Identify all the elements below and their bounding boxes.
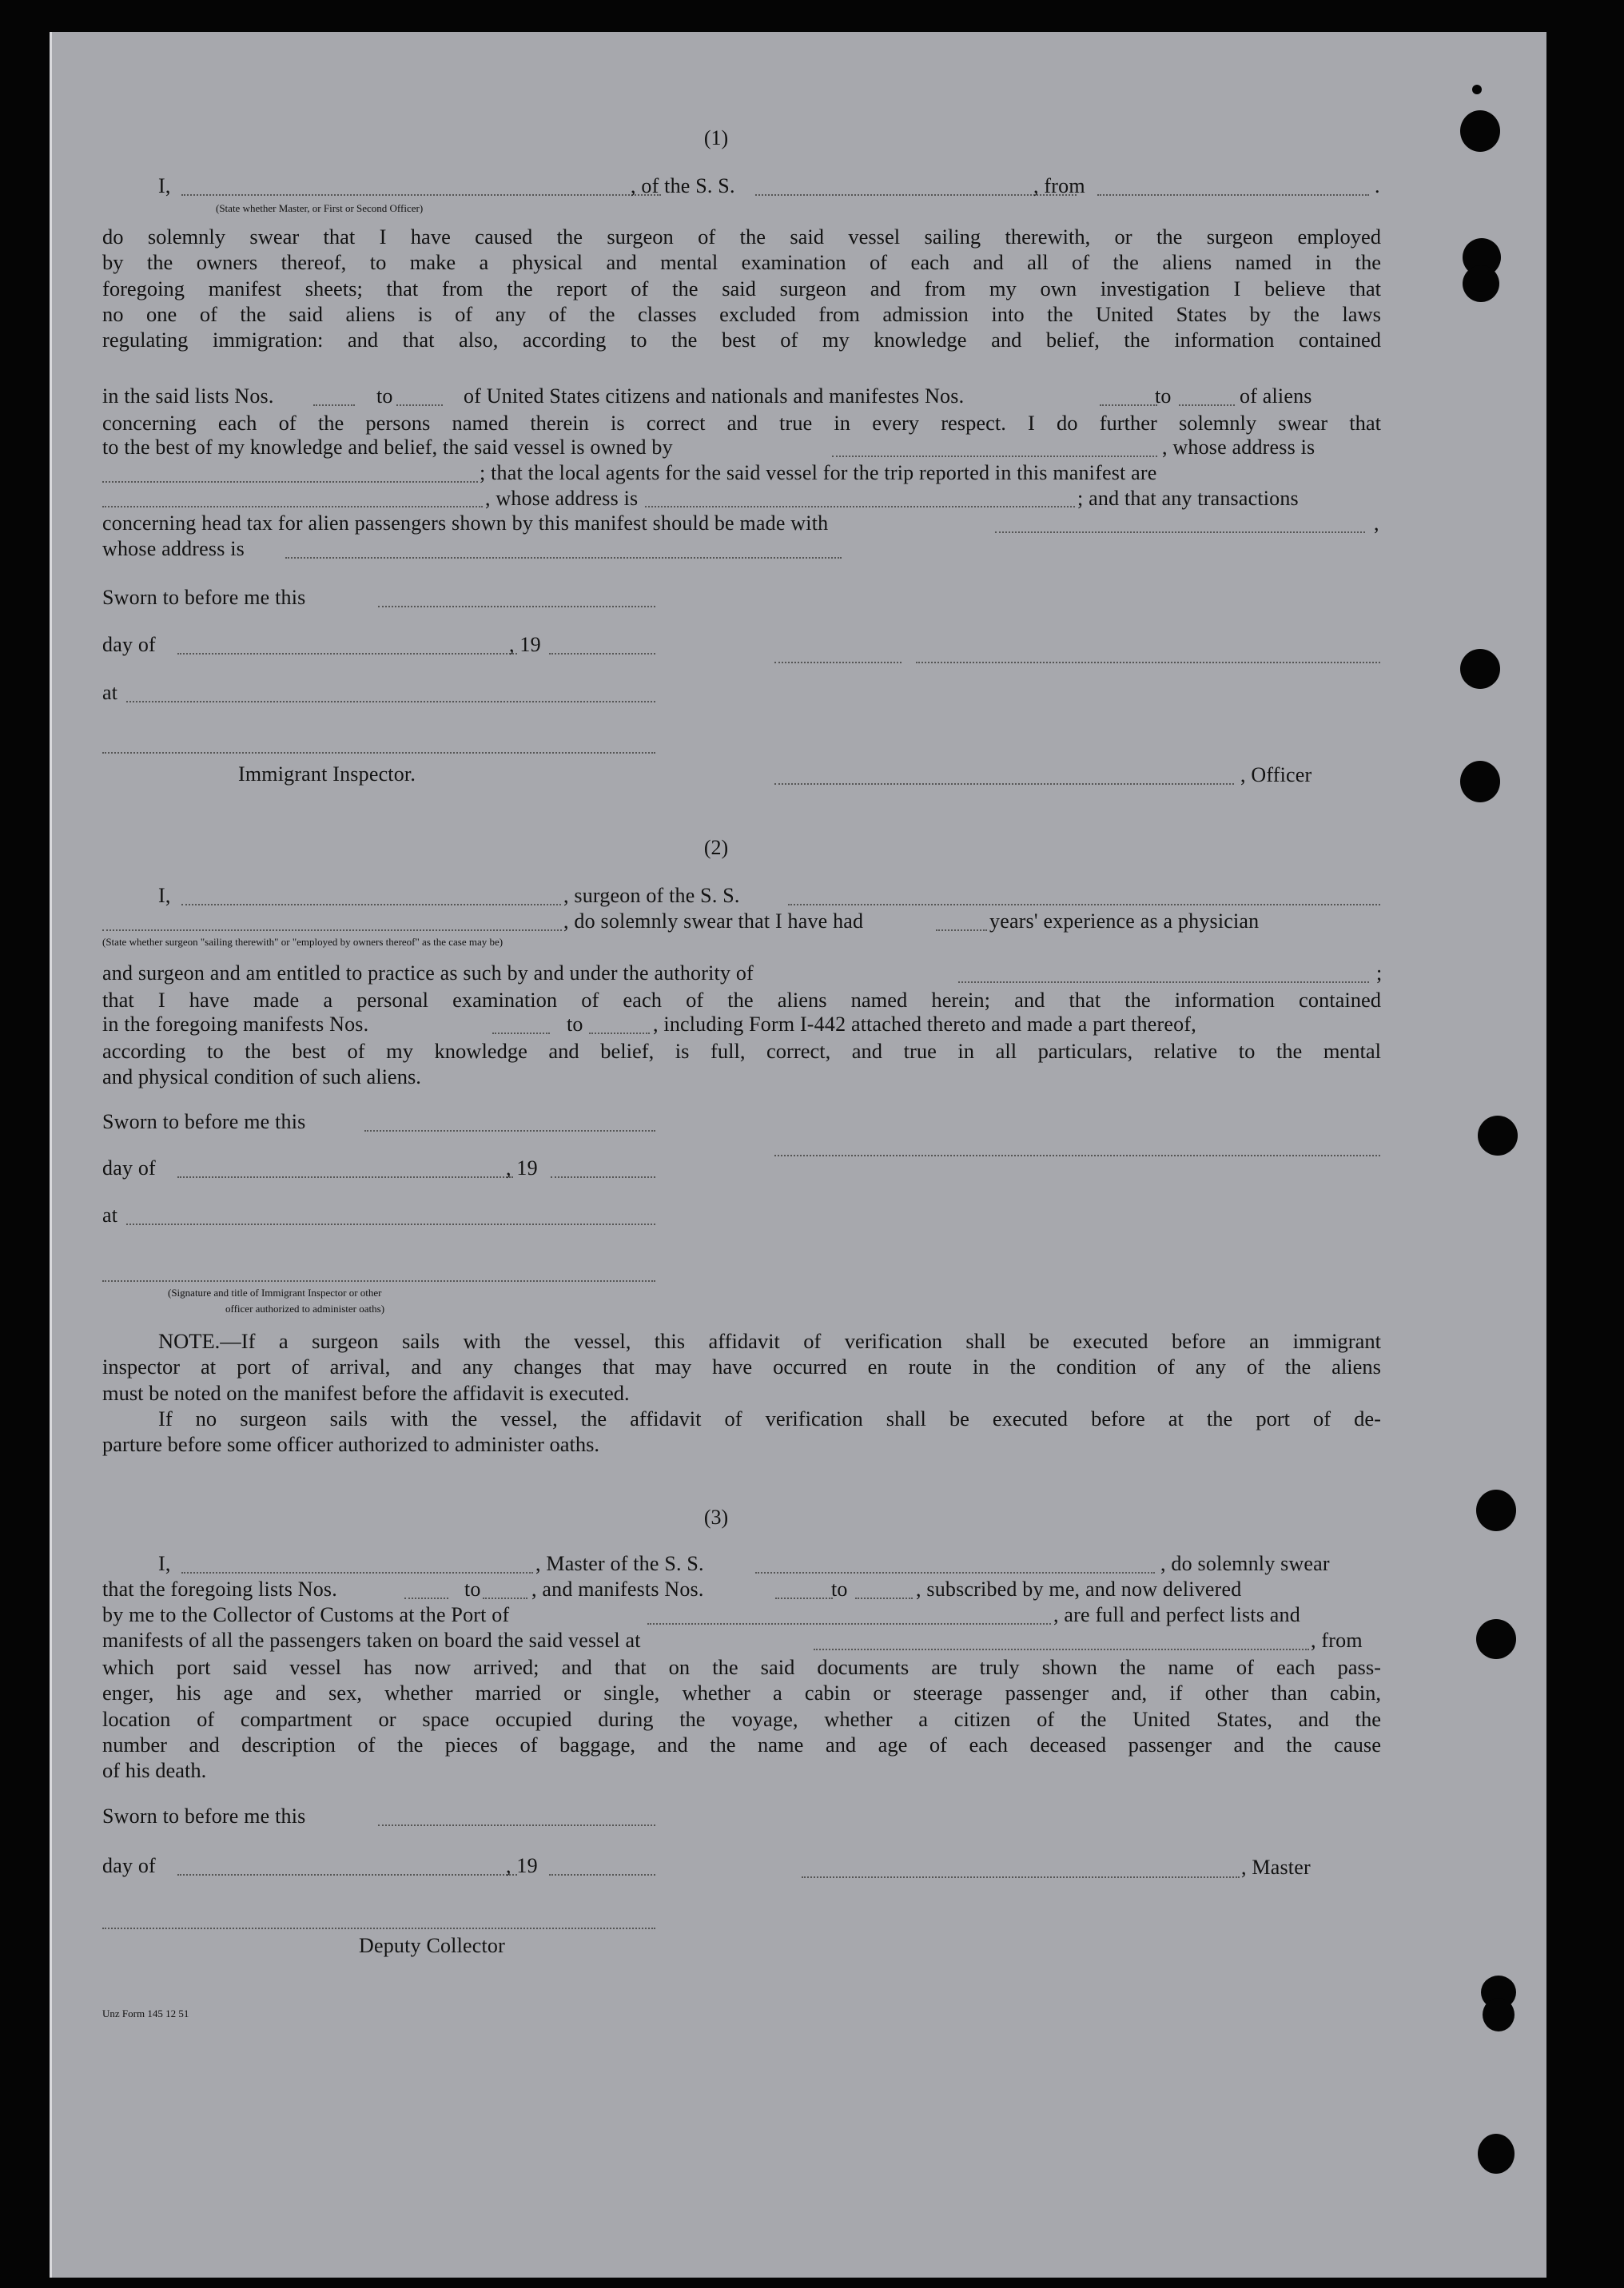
punch-hole <box>1463 265 1499 302</box>
s1-lists-citizens: of United States citizens and nationals and manifestes Nos. <box>464 384 965 408</box>
s1-head-tax-field[interactable] <box>995 531 1365 533</box>
s1-officer-title-field[interactable] <box>774 783 1234 785</box>
document-page <box>50 32 1546 2278</box>
s3-manifests-label: , and manifests Nos. <box>531 1578 704 1601</box>
s1-transactions-label: ; and that any transactions <box>1077 487 1299 510</box>
s3-year-field[interactable] <box>549 1874 655 1876</box>
s1-lists-to-field[interactable] <box>396 404 443 406</box>
s2-inspector-signature-field[interactable] <box>102 1280 655 1282</box>
s2-sworn-label: Sworn to before me this <box>102 1110 306 1133</box>
s3-sworn-field[interactable] <box>378 1824 655 1826</box>
s2-manifests-from-field[interactable] <box>492 1033 550 1034</box>
s2-authority-label: and surgeon and am entitled to practice as such by and under the authority of <box>102 961 754 985</box>
s1-day-field[interactable] <box>177 653 517 655</box>
s2-authority-field[interactable] <box>958 981 1369 983</box>
s3-full-lists-label: , are full and perfect lists and <box>1053 1603 1300 1626</box>
note-line-3: must be noted on the manifest before the affidavit is executed. <box>102 1380 630 1405</box>
punch-hole <box>1483 1998 1515 2031</box>
s2-year-field[interactable] <box>551 1176 655 1178</box>
punch-hole <box>1476 1619 1516 1659</box>
s3-master-label: , Master <box>1241 1856 1311 1879</box>
s3-port-field[interactable] <box>647 1623 1051 1625</box>
s1-lists-from-field[interactable] <box>313 404 355 406</box>
s2-day-of-label: day of <box>102 1156 156 1180</box>
s1-period: . <box>1375 174 1380 197</box>
s1-inspector-signature-field[interactable] <box>102 752 655 754</box>
s3-swear-label: , do solemnly swear <box>1160 1552 1330 1575</box>
s2-form-label: , including Form I-442 attached thereto and made a part thereof, <box>653 1013 1196 1036</box>
s1-owner-field[interactable] <box>832 456 1157 457</box>
s1-inspector-label: Immigrant Inspector. <box>238 762 416 786</box>
s1-instruction: (State whether Master, or First or Second Officer) <box>216 202 424 214</box>
s2-manifests-to: to <box>567 1013 583 1036</box>
s3-subscribed-label: , subscribed by me, and now delivered <box>916 1578 1242 1601</box>
s1-lists-label: in the said lists Nos. <box>102 384 274 408</box>
s1-of-aliens: of aliens <box>1240 384 1312 408</box>
s1-owner-address-field[interactable] <box>102 481 478 483</box>
s1-owned-label: to the best of my knowledge and belief, the said vessel is owned by <box>102 436 673 459</box>
s3-deputy-signature-field[interactable] <box>102 1928 655 1929</box>
s1-manifests-to-field[interactable] <box>1179 404 1235 406</box>
s2-vessel-field[interactable] <box>788 904 1380 905</box>
s1-agents-label: ; that the local agents for the said vessel for the trip reported in this manifest are <box>480 461 1157 484</box>
s1-agents-field[interactable] <box>102 506 483 507</box>
ink-mark <box>1472 85 1482 94</box>
s1-line-2: by the owners thereof, to make a physical and mental examination of each and all of the aliens named in the <box>102 250 1381 275</box>
s2-manifests-to-field[interactable] <box>589 1033 650 1034</box>
s1-whose-address-label: whose address is <box>102 537 245 560</box>
note-line-1: NOTE.—If a surgeon sails with the vessel, this affidavit of verification shall be executed before an immigrant <box>158 1329 1381 1353</box>
section-3-number: (3) <box>703 1506 729 1529</box>
s2-year-label: , 19 <box>506 1156 538 1180</box>
s2-day-field[interactable] <box>177 1176 513 1178</box>
s3-i-label: I, <box>158 1552 171 1575</box>
s1-from-port-field[interactable] <box>1097 194 1369 196</box>
s3-lists-from-field[interactable] <box>404 1598 448 1599</box>
s3-line-2: enger, his age and sex, whether married or single, whether a cabin or steerage passenger and, if other than cabin, <box>102 1681 1381 1705</box>
s3-paragraph <box>102 1654 1381 1783</box>
s2-sig-caption-1: (Signature and title of Immigrant Inspector or other <box>168 1287 382 1299</box>
note-line-4: If no surgeon sails with the vessel, the affidavit of verification shall be executed before at the port of de- <box>158 1406 1381 1430</box>
s3-taken-port-field[interactable] <box>814 1649 1309 1650</box>
s2-swear-label: , do solemnly swear that I have had <box>563 909 864 933</box>
s2-sig-caption-2: officer authorized to administer oaths) <box>225 1303 385 1315</box>
s1-lists-to: to <box>376 384 393 408</box>
section-2-number: (2) <box>703 836 729 859</box>
s1-line-7-wrap <box>102 410 1381 436</box>
s3-manifests-to: to <box>831 1578 848 1601</box>
s1-from-label: , from <box>1033 174 1085 197</box>
s1-manifests-from-field[interactable] <box>1100 404 1157 406</box>
s1-line-7: concerning each of the persons named therein is correct and true in every respect. I do further solemnly swear that <box>102 411 1381 435</box>
s1-i-label: I, <box>158 174 171 197</box>
s1-oath-paragraph <box>102 224 1381 352</box>
s3-manifests-from-field[interactable] <box>775 1598 833 1599</box>
s2-sailing-status-field[interactable] <box>102 929 562 931</box>
s2-surgeon-of-label: , surgeon of the S. S. <box>563 884 740 907</box>
punch-hole <box>1460 649 1500 689</box>
s3-line-5: of his death. <box>102 1758 207 1783</box>
s1-head-tax-address-field[interactable] <box>285 557 842 559</box>
s2-closing-wrap <box>102 1038 1381 1090</box>
s3-taken-label: manifests of all the passengers taken on board the said vessel at <box>102 1629 641 1652</box>
s1-head-tax-label: concerning head tax for alien passengers shown by this manifest should be made with <box>102 511 829 535</box>
punch-hole <box>1476 1490 1516 1531</box>
s3-master-of-label: , Master of the S. S. <box>535 1552 704 1575</box>
punch-hole <box>1478 2134 1515 2174</box>
s1-year-label: , 19 <box>509 633 541 656</box>
s2-years-label: years' experience as a physician <box>989 909 1260 933</box>
s1-sworn-label: Sworn to before me this <box>102 586 306 609</box>
s2-manifests-label: in the foregoing manifests Nos. <box>102 1013 369 1036</box>
s2-line-c: according to the best of my knowledge and belief, is full, correct, and true in all particulars, relative to the mental <box>102 1039 1381 1063</box>
s1-owner-address-label: , whose address is <box>1162 436 1316 459</box>
s1-vessel-name-field[interactable] <box>755 194 1077 196</box>
punch-hole <box>1478 1116 1518 1156</box>
s1-officer-label: , Officer <box>1240 763 1312 786</box>
punch-hole <box>1460 761 1500 802</box>
s3-year-label: , 19 <box>506 1854 538 1877</box>
note-line-2: inspector at port of arrival, and any changes that may have occurred en route in the condition of any of the aliens <box>102 1355 1381 1379</box>
s1-agents-address-field[interactable] <box>645 506 1075 507</box>
s2-surgeon-name-field[interactable] <box>181 904 561 905</box>
s3-line-4: number and description of the pieces of baggage, and the name and age of each deceased passenger and the cause <box>102 1732 1381 1757</box>
s1-manifests-to: to <box>1155 384 1172 408</box>
s3-deputy-label: Deputy Collector <box>359 1934 505 1957</box>
s3-port-label: by me to the Collector of Customs at the Port of <box>102 1603 510 1626</box>
s1-officer-signature-field-a[interactable] <box>774 662 902 663</box>
s1-agents-address-label: , whose address is <box>485 487 639 510</box>
s3-vessel-field[interactable] <box>755 1572 1155 1574</box>
s1-officer-signature-field-b[interactable] <box>916 662 1380 663</box>
s3-day-field[interactable] <box>177 1874 517 1876</box>
s1-sworn-field[interactable] <box>378 606 655 607</box>
s3-manifests-to-field[interactable] <box>855 1598 913 1599</box>
s1-officer-name-field[interactable] <box>181 194 661 196</box>
s1-day-of-label: day of <box>102 633 156 656</box>
s1-line-4: no one of the said aliens is of any of the classes excluded from admission into the United States by the laws <box>102 301 1381 326</box>
s2-sworn-field[interactable] <box>364 1130 655 1132</box>
s2-surgeon-signature-field[interactable] <box>774 1155 1380 1156</box>
note-line-5: parture before some officer authorized to administer oaths. <box>102 1432 600 1457</box>
s3-lists-to-field[interactable] <box>483 1598 527 1599</box>
s2-line-d: and physical condition of such aliens. <box>102 1064 421 1089</box>
s1-line-5: regulating immigration: and that also, according to the best of my knowledge and belief, the information contained <box>102 328 1381 352</box>
s2-instruction: (State whether surgeon "sailing therewith" or "employed by owners thereof" as the case may be) <box>102 936 504 948</box>
s1-line-3: foregoing manifest sheets; that from the report of the said surgeon and from my own investigation I believe that <box>102 276 1381 300</box>
s1-at-field[interactable] <box>126 701 655 702</box>
note-block <box>102 1328 1381 1457</box>
s3-day-of-label: day of <box>102 1854 156 1877</box>
s3-line-1: which port said vessel has now arrived; and that on the said documents are truly shown the name of each pass- <box>102 1655 1381 1679</box>
s3-sworn-label: Sworn to before me this <box>102 1805 306 1828</box>
s2-line-a: that I have made a personal examination of each of the aliens named herein; and that the information contained <box>102 988 1381 1012</box>
form-number: Unz Form 145 12 51 <box>102 2007 189 2019</box>
s2-at-field[interactable] <box>126 1224 655 1225</box>
section-1-number: (1) <box>703 126 729 149</box>
s2-line-a-wrap <box>102 987 1381 1013</box>
s3-lists-to: to <box>464 1578 481 1601</box>
s2-i-label: I, <box>158 884 171 907</box>
punch-hole <box>1460 110 1500 152</box>
s1-head-tax-comma: , <box>1374 511 1379 535</box>
s1-of-ss-label: , of the S. S. <box>631 174 735 197</box>
s3-lists-label: that the foregoing lists Nos. <box>102 1578 337 1601</box>
s1-line-1: do solemnly swear that I have caused the surgeon of the said vessel sailing therewith, or the surgeon employed <box>102 225 1381 249</box>
s3-master-signature-field[interactable] <box>802 1876 1240 1878</box>
s2-at-label: at <box>102 1204 118 1227</box>
s1-at-label: at <box>102 681 118 704</box>
s2-years-field[interactable] <box>936 929 987 931</box>
s1-year-field[interactable] <box>549 653 655 655</box>
s3-line-3: location of compartment or space occupied during the voyage, whether a citizen of the United States, and the <box>102 1706 1381 1731</box>
s2-semicolon: ; <box>1376 961 1383 985</box>
s3-master-name-field[interactable] <box>181 1572 533 1574</box>
s3-from-label: , from <box>1311 1629 1363 1652</box>
